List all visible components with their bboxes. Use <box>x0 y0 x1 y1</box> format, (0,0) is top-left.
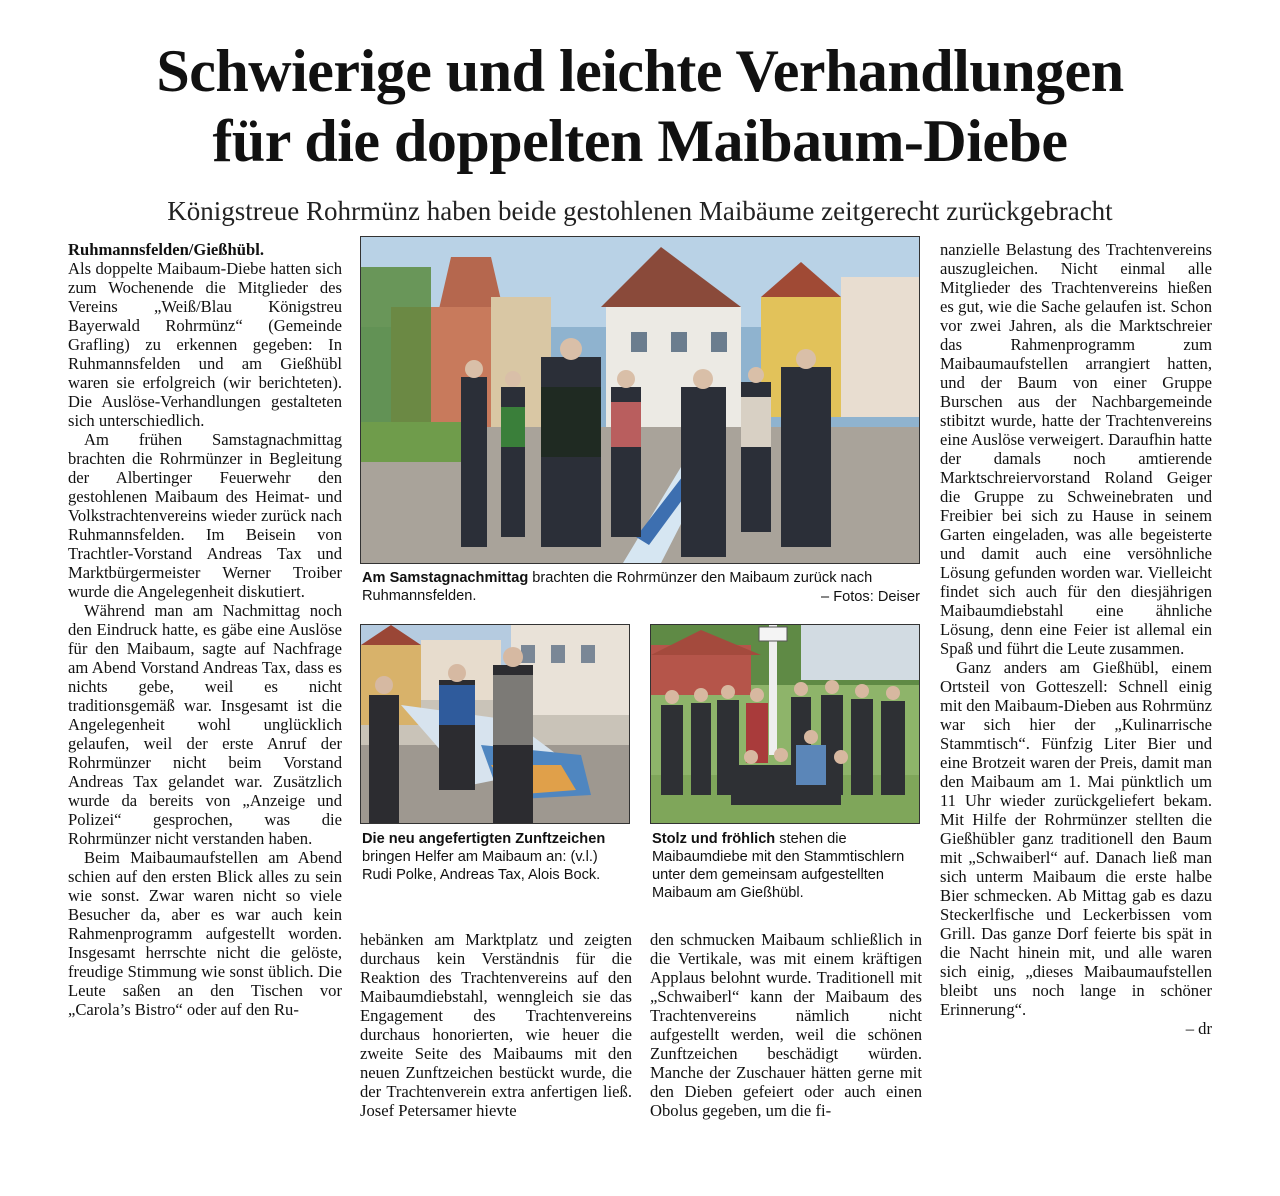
paragraph: Während man am Nachmittag noch den Eindruck hatte, es gäbe eine Auslöse für den Maibaum, sagte auf Nachfrage am Abend Vorstand Andreas Tax, dass es nichts gebe, weil es nicht traditionsgemäß war. Insgesamt ist die Angelegenheit wohl unglücklich gelaufen, weil der erste Anruf der Rohrmünzer nicht beim Vorstand Andreas Tax gelandet war. Zusätzlich wurde da bereits von „Anzeige und Polizei“ gesprochen, was die Rohrmünzer nicht verstanden haben. <box>68 601 342 848</box>
main-photo <box>360 236 920 564</box>
paragraph: Ganz anders am Gießhübl, einem Ortsteil von Gotteszell: Schnell einig mit den Maibaum-Dieben aus Rohrmünz war sich hier der „Kulinarrische Stammtisch“. Fünfzig Liter Bier und eine Brotzeit waren der Preis, damit man den Maibaum am 1. Mai pünktlich um 11 Uhr wieder zurückgeliefert bekam. Mit Hilfe der Rohrmünzer stellten die Gießhübler ganz traditionell den Baum mit „Schwaiberl“ auf. Danach ließ man sich unterm Maibaum die erste halbe Bier schmecken. Ab Mittag gab es dazu Steckerlfische und Leckerbissen vom Grill. Das ganze Dorf feierte bis spät in die Nacht hinein mit, und alle waren sich einig, „dieses Maibaumaufstellen bleibt uns noch lange in schöner Erinnerung“. <box>940 658 1212 1019</box>
left-photo-caption <box>362 830 630 884</box>
dateline-label: Ruhmannsfelden/Gießhübl. <box>68 240 264 259</box>
paragraph: Als doppelte Maibaum-Diebe hatten sich zum Wochenende die Mitglieder des Vereins „Weiß/Blau Königstreu Bayerwald Rohrmünz“ (Gemeinde Grafling) zu erkennen gegeben: In Ruhmannsfelden und am Gießhübl waren sie erfolgreich (wir berichteten). Die Auslöse-Verhandlungen gestalteten sich unterschiedlich. <box>68 259 342 430</box>
text-column-1 <box>68 240 342 1155</box>
left-photo <box>360 624 630 824</box>
paragraph: hebänken am Marktplatz und zeigten durchaus kein Verständnis für die Reaktion des Trachtenvereins auf den Maibaumdiebstahl, wenngleich sie das Engagement des Trachtenvereins durchaus honorierten, wie heuer die zweite Seite des Maibaums mit den neuen Zunftzeichen bestückt wurde, die der Trachtenverein extra anfertigen ließ. Josef Petersamer hievte <box>360 930 632 1120</box>
photo-credit: – Fotos: Deiser <box>821 589 920 605</box>
headline-line-2: für die doppelten Maibaum-Diebe <box>212 108 1068 174</box>
caption-lead: Am Samstagnachmittag <box>362 570 529 586</box>
caption-text: bringen Helfer am Maibaum an: (v.l.) Rudi Polke, Andreas Tax, Alois Bock. <box>362 849 601 883</box>
paragraph: nanzielle Belastung des Trachtenvereins auszugleichen. Nicht einmal alle Mitglieder des Trachtenvereins hießen es gut, wie die Sache gelaufen ist. Schon vor zwei Jahren, als die Marktschreier das Rahmenprogramm zum Maibaumaufstellen arrangiert hatten, und der Baum von einer Gruppe Burschen aus der Nachbargemeinde stibitzt wurde, hatte der Trachtenvereins eine Auslöse verweigert. Daraufhin hatte der damals noch amtierende Marktschreiervorstand Roland Geiger die Gruppe zu Schweinebraten und Freibier bei sich zu Hause in seinem Garten eingeladen, was alle begeisterte und damit auch eine versöhnliche Lösung gefunden worden war. Vielleicht findet sich auch für den diesjährigen Maibaumdiebstahl eine ähnliche Lösung, denn eine Feier ist allemal ein Spaß und führt die Leute zusammen. <box>940 240 1212 658</box>
text-column-2 <box>360 930 632 1120</box>
author-signature: – dr <box>1185 1019 1212 1038</box>
right-photo <box>650 624 920 824</box>
text-column-3 <box>650 930 922 1120</box>
caption-text: stehen die Maibaumdiebe mit den Stammtischlern unter dem gemeinsam aufgestellten Maibaum am Gießhübl. <box>652 831 905 901</box>
caption-lead: Stolz und fröhlich <box>652 831 776 847</box>
caption-text: brachten die Rohrmünzer den Maibaum zurück nach Ruhmannsfelden. <box>362 570 873 604</box>
paragraph: den schmucken Maibaum schließlich in die Vertikale, was mit einem kräftigen Applaus belohnt wurde. Traditionell mit „Schwaiberl“ kann der Maibaum des Trachtenvereins nämlich nicht aufgestellt werden, weil die schönen Zunftzeichen beschädigt würden. Manche der Zuschauer hätten gerne mit den Dieben gefeiert oder auch einen Obolus gegeben, um die fi- <box>650 930 922 1120</box>
text-column-4 <box>940 240 1212 1155</box>
headline-line-1: Schwierige und leichte Verhandlungen <box>156 38 1124 104</box>
caption-lead: Die neu angefertigten Zunftzeichen <box>362 831 606 847</box>
right-photo-caption <box>652 830 920 902</box>
headline <box>40 36 1240 176</box>
subheadline: Königstreue Rohrmünz haben beide gestohlenen Maibäume zeitgerecht zurückgebracht <box>167 196 1113 226</box>
dateline <box>68 240 342 259</box>
paragraph: Am frühen Samstagnachmittag brachten die Rohrmünzer in Begleitung der Albertinger Feuerwehr den gestohlenen Maibaum des Heimat- und Volkstrachtenvereins wieder zurück nach Ruhmannsfelden. Im Beisein von Trachtler-Vorstand Andreas Tax und Marktbürgermeister Werner Troiber wurde die Angelegenheit diskutiert. <box>68 430 342 601</box>
paragraph: Beim Maibaumaufstellen am Abend schien auf den ersten Blick alles zu sein wie sonst. Zwar waren nicht so viele Besucher da, aber es war auch kein Rahmenprogramm aufgestellt worden. Insgesamt herrschte nicht die gelöste, freudige Stimmung wie sonst üblich. Die Leute saßen an den Tischen vor „Carola’s Bistro“ oder auf den Ru- <box>68 848 342 1019</box>
